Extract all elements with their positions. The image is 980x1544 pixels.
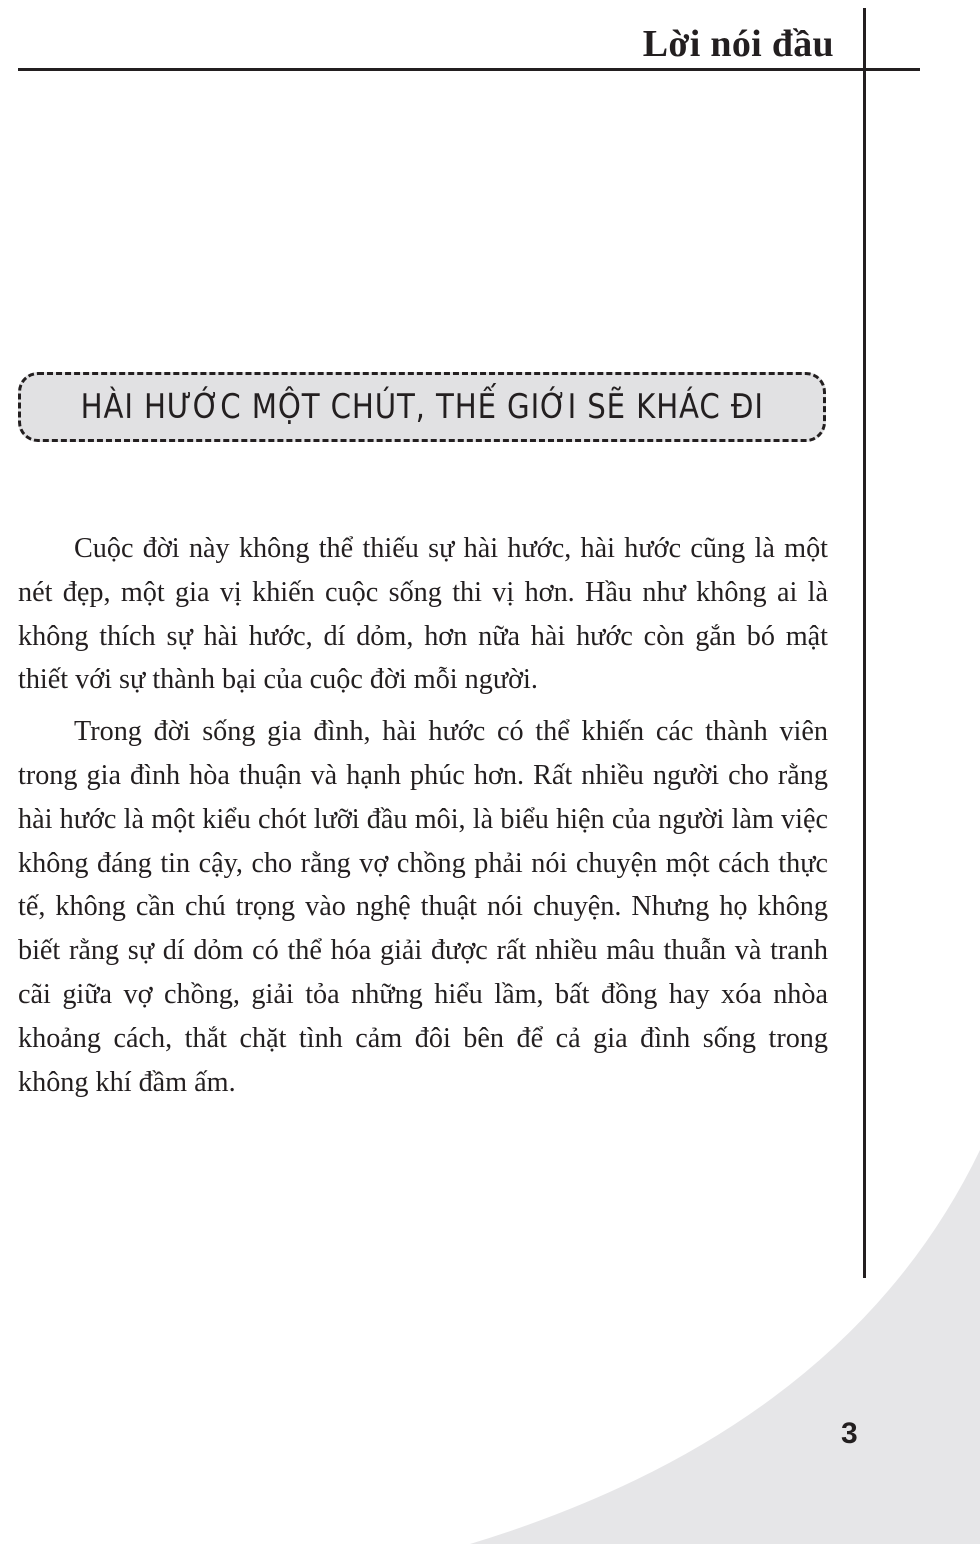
running-header-title: Lời nói đầu: [642, 23, 834, 65]
section-title: HÀI HƯỚC MỘT CHÚT, THẾ GIỚI SẼ KHÁC ĐI: [80, 387, 764, 427]
header-horizontal-rule: [18, 68, 920, 71]
page-number: 3: [841, 1417, 858, 1450]
paragraph-2: Trong đời sống gia đình, hài hước có thể khiến các thành viên trong gia đình hòa thuận và hạnh phúc hơn. Rất nhiều người cho rằng hài hước là một kiểu chót lưỡi đầu môi, là biểu hiện của người làm việc không đáng tin cậy, cho rằng vợ chồng phải nói chuyện một cách thực tế, không cần chú trọng vào nghệ thuật nói chuyện. Nhưng họ không biết rằng sự dí dỏm có thể hóa giải được rất nhiều mâu thuẫn và tranh cãi giữa vợ chồng, giải tỏa những hiểu lầm, bất đồng hay xóa nhòa khoảng cách, thắt chặt tình cảm đôi bên để cả gia đình sống trong không khí đầm ấm.: [18, 716, 828, 1098]
margin-vertical-rule: [863, 8, 866, 1278]
body-text: [18, 527, 828, 1112]
section-title-banner: [18, 372, 826, 442]
paragraph-1: Cuộc đời này không thể thiếu sự hài hước, hài hước cũng là một nét đẹp, một gia vị khiến cuộc sống thi vị hơn. Hầu như không ai là không thích sự hài hước, dí dỏm, hơn nữa hài hước còn gắn bó mật thiết với sự thành bại của cuộc đời mỗi người.: [18, 533, 828, 696]
grey-corner-arc: [470, 1150, 980, 1544]
